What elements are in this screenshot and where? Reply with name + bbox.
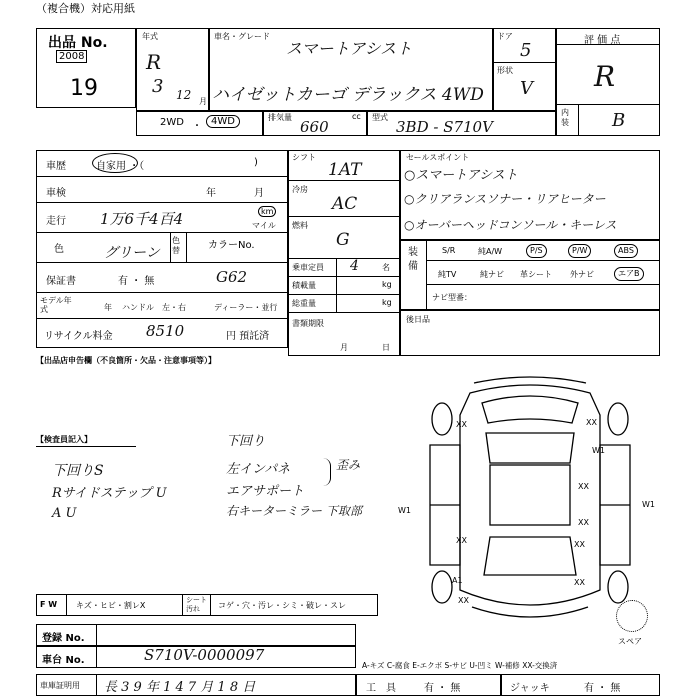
chassis-label: 車台 No.: [42, 655, 85, 666]
model-label: 型式: [372, 113, 388, 122]
aircon-value: AC: [332, 194, 358, 214]
shape-value: V: [520, 78, 533, 99]
recycle-unit: 円 預託済: [226, 331, 270, 342]
capacity-unit: 名: [382, 263, 390, 272]
drive-2wd: 2WD: [160, 117, 184, 128]
car-name-label: 車名・グレード: [214, 32, 270, 41]
handle-options: ハンドル 左・右: [122, 303, 186, 312]
year-era: R: [146, 50, 162, 74]
equip-ps: P/S: [526, 244, 547, 258]
certificate-label: 車庫証明用: [40, 681, 80, 690]
fw-seat-label: シート 汚れ: [186, 596, 207, 613]
mark-xx-1: XX: [456, 420, 467, 429]
fuel-label: 燃料: [292, 221, 308, 230]
shift-label: シフト: [292, 153, 316, 162]
mileage-mile: マイル: [252, 221, 276, 230]
mark-w1-1: W1: [592, 446, 605, 455]
color-label: 色: [54, 244, 64, 255]
drive-4wd: 4WD: [206, 115, 240, 128]
mark-a1: A1: [452, 576, 463, 585]
spare-tire-icon: [616, 600, 648, 632]
note-bracket: [322, 458, 331, 486]
year-label: 年式: [142, 32, 158, 41]
history-close: ): [254, 157, 258, 168]
interior-label: 内装: [561, 108, 569, 127]
color-no-label: カラーNo.: [208, 240, 255, 251]
grade-label: 評 価 点: [584, 35, 621, 46]
drive-sep: ・: [192, 121, 202, 132]
model-year-label: モデル年式: [40, 296, 72, 314]
color-no-value: G62: [216, 268, 248, 286]
later-box: [400, 310, 660, 356]
lot-year-tag: 2008: [56, 50, 87, 63]
mark-w1-3: W1: [642, 500, 655, 509]
equip-abs: ABS: [614, 244, 638, 258]
left-note-2: Rサイドステップ U: [52, 486, 167, 501]
capacity-label: 乗車定員: [292, 263, 324, 272]
form-type-label: （複合機）対応用紙: [36, 2, 135, 15]
warranty-options: 有 ・ 無: [118, 276, 155, 287]
right-note-1: 左インパネ: [226, 462, 291, 477]
mark-xx-3: XX: [578, 482, 589, 491]
spare-label: スペア: [618, 637, 642, 646]
equip-airbag: エアB: [614, 267, 644, 281]
equip-aw: 純A/W: [478, 247, 503, 256]
mark-xx-6: XX: [574, 540, 585, 549]
fw-text-2: コゲ・穴・汚レ・シミ・破レ・スレ: [218, 601, 346, 610]
legend: A-キズ C-腐食 E-エクボ S-サビ U-凹ミ W-補修 XX-交換済: [362, 661, 558, 670]
right-note-3: 右キーターミラー 下取部: [226, 504, 362, 518]
history-options: 自家用 ・（: [96, 161, 145, 172]
interior-value: B: [612, 110, 626, 131]
cc-unit: cc: [352, 112, 361, 121]
color-change-label: 色替: [172, 236, 180, 255]
shift-value: 1AT: [328, 160, 362, 180]
fw-label: F W: [40, 600, 58, 609]
seller-notes-label: 【出品店申告欄（不良箇所・欠品・注意事項等）】: [36, 356, 216, 365]
shape-label: 形状: [497, 66, 513, 75]
inspection-month: 月: [254, 188, 264, 199]
equip-tv: 純TV: [438, 270, 457, 279]
front-left-wheel: [432, 403, 452, 435]
gross-unit: kg: [382, 298, 392, 307]
equip-ext-navi: 外ナビ: [570, 270, 594, 279]
gross-label: 総重量: [292, 299, 316, 308]
car-body-outline: [460, 385, 600, 605]
docs-label: 書類期限: [292, 319, 324, 328]
door-label: ドア: [497, 32, 513, 41]
displacement-value: 660: [300, 118, 329, 136]
mark-xx-7: XX: [458, 596, 469, 605]
chassis-value: S710V-0000097: [144, 646, 265, 664]
tools-label: 工 具: [366, 683, 396, 694]
rear-bumper: [472, 607, 588, 617]
extra-note: 歪み: [336, 458, 361, 472]
certificate-value: 長 3 9 年 1 4 7 月 1 8 日: [104, 680, 256, 695]
windshield-outline: [486, 433, 574, 463]
inspector-label: 【検査員記入】: [36, 435, 92, 444]
month-unit: 月: [199, 97, 207, 106]
rear-left-wheel: [432, 571, 452, 603]
model-year-year: 年: [104, 303, 112, 312]
history-circle: [92, 153, 138, 173]
right-note-2: エアサポート: [226, 484, 305, 499]
recycle-label: リサイクル料金: [44, 331, 113, 342]
model-value: 3BD - S710V: [396, 118, 493, 136]
recycle-value: 8510: [146, 322, 185, 340]
displacement-label: 排気量: [268, 113, 292, 122]
lot-number: 19: [70, 76, 98, 101]
front-bumper: [474, 377, 586, 383]
front-right-wheel: [608, 403, 628, 435]
mark-xx-8: XX: [574, 578, 585, 587]
docs-month: 月: [340, 343, 348, 352]
tools-options: 有 ・ 無: [424, 683, 461, 694]
equip-leather: 革シート: [520, 270, 552, 279]
mark-xx-5: XX: [456, 536, 467, 545]
sales-point-1: ○スマートアシスト: [404, 168, 518, 183]
aircon-label: 冷房: [292, 185, 308, 194]
left-note-3: A U: [52, 506, 77, 521]
car-name: ハイゼットカーゴ デラックス 4WD: [212, 85, 484, 105]
year-value: 3: [152, 76, 164, 97]
door-value: 5: [520, 40, 532, 61]
sales-point-3: ○オーバーヘッドコンソール・キーレス: [404, 218, 617, 232]
capacity-value: 4: [350, 258, 359, 274]
mileage-km: km: [258, 206, 276, 217]
mark-w1-2: W1: [398, 506, 411, 515]
sales-point-2: ○クリアランスソナー・リアヒーター: [404, 192, 606, 206]
mark-xx-4: XX: [578, 518, 589, 527]
registration-label: 登録 No.: [42, 633, 85, 644]
inspector-heading: 下回り: [226, 434, 266, 449]
inspection-year: 年: [206, 188, 216, 199]
equip-navi: 純ナビ: [480, 270, 504, 279]
fuel-value: G: [336, 230, 350, 250]
equipment-label: 装備: [408, 247, 418, 272]
dealer-options: ディーラー・並行: [214, 303, 278, 312]
mileage-label: 走行: [46, 216, 66, 227]
load-label: 積載量: [292, 281, 316, 290]
later-label: 後日品: [406, 315, 430, 324]
warranty-label: 保証書: [46, 276, 76, 287]
inspection-label: 車検: [46, 188, 66, 199]
mileage-value: 1万6千4百4: [100, 210, 184, 228]
lot-label: 出品 No.: [48, 35, 108, 51]
color-value: グリーン: [104, 245, 160, 261]
jack-options: 有 ・ 無: [584, 683, 621, 694]
year-month: 12: [176, 88, 192, 102]
jack-label: ジャッキ: [510, 683, 550, 694]
left-note-1: 下回りS: [52, 463, 104, 479]
fw-text-1: キズ・ヒビ・割レX: [76, 601, 146, 610]
roof-outline: [490, 465, 570, 525]
car-grade: スマートアシスト: [286, 39, 413, 58]
history-label: 車歴: [46, 161, 66, 172]
car-diagram: [400, 375, 660, 630]
equip-pw: P/W: [568, 244, 591, 258]
load-unit: kg: [382, 280, 392, 289]
sales-label: セールスポイント: [406, 153, 470, 162]
hood-outline: [482, 396, 578, 423]
equip-sr: S/R: [442, 246, 456, 255]
rear-right-wheel: [608, 571, 628, 603]
mark-xx-2: XX: [586, 418, 597, 427]
docs-day: 日: [382, 343, 390, 352]
rear-window-outline: [484, 537, 576, 575]
grade-score: R: [594, 60, 616, 93]
navi-model-label: ナビ型番：: [432, 293, 472, 302]
